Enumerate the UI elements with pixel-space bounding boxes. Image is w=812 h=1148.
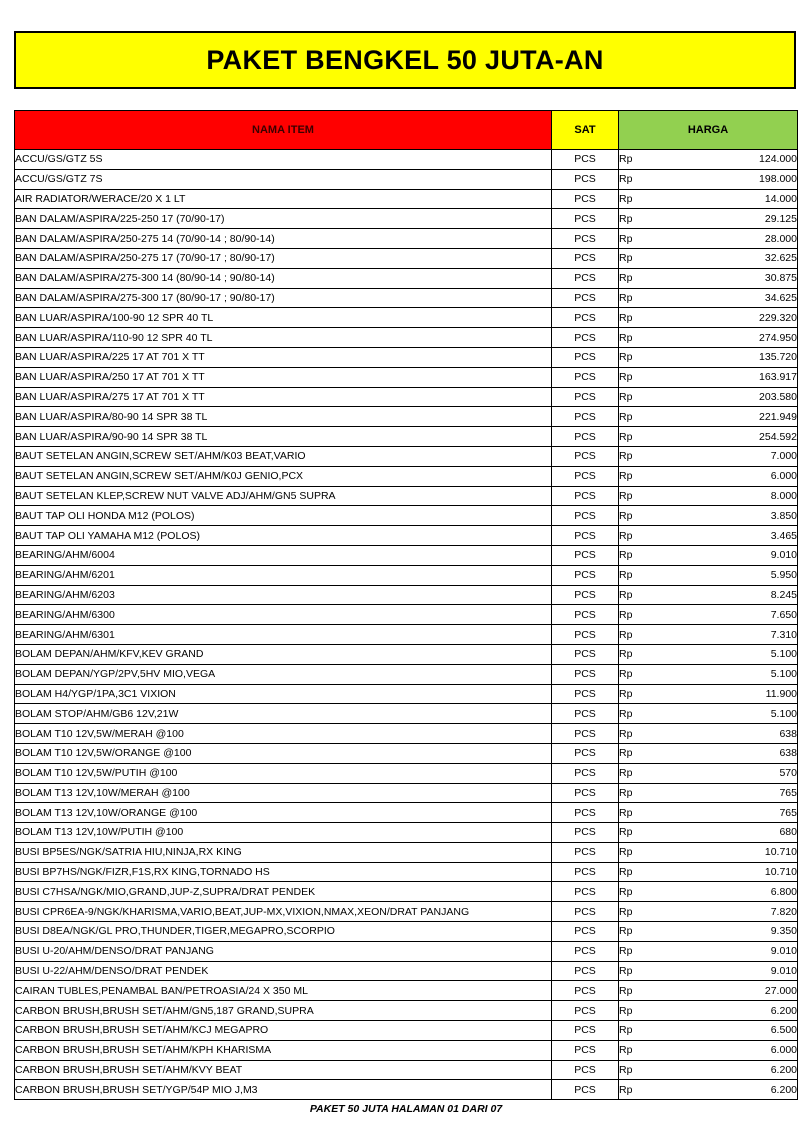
currency-label: Rp: [619, 885, 633, 898]
item-price: [619, 882, 798, 902]
price-value: 6.000: [770, 470, 797, 483]
table-row: [15, 922, 798, 942]
item-unit: PCS: [552, 189, 619, 209]
item-name: BOLAM T10 12V,5W/MERAH @100: [15, 724, 552, 744]
item-name: CARBON BRUSH,BRUSH SET/AHM/KPH KHARISMA: [15, 1040, 552, 1060]
item-price: [619, 1080, 798, 1100]
item-price: [619, 347, 798, 367]
currency-label: Rp: [619, 311, 633, 324]
price-value: 198.000: [759, 173, 797, 186]
item-unit: PCS: [552, 1060, 619, 1080]
table-row: [15, 605, 798, 625]
item-name: CARBON BRUSH,BRUSH SET/AHM/KVY BEAT: [15, 1060, 552, 1080]
table-row: [15, 585, 798, 605]
table-row: [15, 743, 798, 763]
item-price: [619, 625, 798, 645]
price-value: 32.625: [764, 252, 797, 265]
table-row: [15, 1060, 798, 1080]
item-name: BUSI D8EA/NGK/GL PRO,THUNDER,TIGER,MEGAPRO,SCORPIO: [15, 922, 552, 942]
currency-label: Rp: [619, 252, 633, 265]
item-unit: PCS: [552, 268, 619, 288]
item-price: [619, 545, 798, 565]
item-unit: PCS: [552, 981, 619, 1001]
table-row: [15, 763, 798, 783]
item-name: BOLAM STOP/AHM/GB6 12V,21W: [15, 704, 552, 724]
item-name: BEARING/AHM/6203: [15, 585, 552, 605]
price-value: 10.710: [764, 866, 797, 879]
currency-label: Rp: [619, 588, 633, 601]
item-price: [619, 684, 798, 704]
item-name: BUSI BP5ES/NGK/SATRIA HIU,NINJA,RX KING: [15, 842, 552, 862]
currency-label: Rp: [619, 1064, 633, 1077]
price-value: 7.310: [770, 628, 797, 641]
item-price: [619, 189, 798, 209]
currency-label: Rp: [619, 786, 633, 799]
price-value: 3.465: [770, 529, 797, 542]
item-price: [619, 407, 798, 427]
item-price: [619, 961, 798, 981]
price-value: 9.010: [770, 945, 797, 958]
item-unit: PCS: [552, 209, 619, 229]
item-name: BAN LUAR/ASPIRA/80-90 14 SPR 38 TL: [15, 407, 552, 427]
table-row: [15, 387, 798, 407]
item-price: [619, 922, 798, 942]
table-row: [15, 644, 798, 664]
item-price: [619, 724, 798, 744]
item-name: BOLAM T10 12V,5W/PUTIH @100: [15, 763, 552, 783]
table-row: [15, 625, 798, 645]
table-row: [15, 288, 798, 308]
item-name: ACCU/GS/GTZ 7S: [15, 169, 552, 189]
table-row: [15, 328, 798, 348]
currency-label: Rp: [619, 430, 633, 443]
column-header-price: HARGA: [619, 111, 798, 150]
table-row: [15, 565, 798, 585]
item-unit: PCS: [552, 1040, 619, 1060]
item-price: [619, 328, 798, 348]
table-row: [15, 803, 798, 823]
item-name: BOLAM H4/YGP/1PA,3C1 VIXION: [15, 684, 552, 704]
currency-label: Rp: [619, 707, 633, 720]
item-price: [619, 823, 798, 843]
item-name: BAUT TAP OLI YAMAHA M12 (POLOS): [15, 526, 552, 546]
item-price: [619, 585, 798, 605]
currency-label: Rp: [619, 192, 633, 205]
currency-label: Rp: [619, 905, 633, 918]
price-value: 229.320: [759, 311, 797, 324]
item-price: [619, 664, 798, 684]
currency-label: Rp: [619, 1004, 633, 1017]
item-price: [619, 862, 798, 882]
table-row: [15, 446, 798, 466]
price-value: 6.200: [770, 1004, 797, 1017]
item-name: BAUT TAP OLI HONDA M12 (POLOS): [15, 506, 552, 526]
table-row: [15, 466, 798, 486]
table-row: [15, 823, 798, 843]
table-row: [15, 1040, 798, 1060]
price-value: 8.245: [770, 588, 797, 601]
item-name: CARBON BRUSH,BRUSH SET/AHM/KCJ MEGAPRO: [15, 1021, 552, 1041]
currency-label: Rp: [619, 489, 633, 502]
item-unit: PCS: [552, 407, 619, 427]
item-unit: PCS: [552, 684, 619, 704]
price-value: 28.000: [764, 232, 797, 245]
item-price: [619, 743, 798, 763]
item-price: [619, 288, 798, 308]
price-value: 135.720: [759, 351, 797, 364]
item-unit: PCS: [552, 664, 619, 684]
item-price: [619, 150, 798, 170]
currency-label: Rp: [619, 965, 633, 978]
column-header-unit: SAT: [552, 111, 619, 150]
price-value: 6.800: [770, 885, 797, 898]
table-row: [15, 981, 798, 1001]
item-unit: PCS: [552, 862, 619, 882]
price-value: 6.200: [770, 1083, 797, 1096]
page-footer: PAKET 50 JUTA HALAMAN 01 DARI 07: [309, 1103, 503, 1115]
price-value: 765: [779, 806, 797, 819]
table-row: [15, 229, 798, 249]
price-value: 638: [779, 727, 797, 740]
table-row: [15, 1080, 798, 1100]
table-row: [15, 842, 798, 862]
item-unit: PCS: [552, 902, 619, 922]
currency-label: Rp: [619, 747, 633, 760]
item-name: BOLAM T13 12V,10W/ORANGE @100: [15, 803, 552, 823]
currency-label: Rp: [619, 925, 633, 938]
item-name: CAIRAN TUBLES,PENAMBAL BAN/PETROASIA/24 X 350 ML: [15, 981, 552, 1001]
item-name: BAUT SETELAN ANGIN,SCREW SET/AHM/K0J GENIO,PCX: [15, 466, 552, 486]
item-unit: PCS: [552, 367, 619, 387]
currency-label: Rp: [619, 1024, 633, 1037]
item-price: [619, 803, 798, 823]
item-unit: PCS: [552, 625, 619, 645]
table-row: [15, 882, 798, 902]
item-price: [619, 169, 798, 189]
item-name: BAN LUAR/ASPIRA/275 17 AT 701 X TT: [15, 387, 552, 407]
item-name: BOLAM T13 12V,10W/MERAH @100: [15, 783, 552, 803]
item-unit: PCS: [552, 803, 619, 823]
table-row: [15, 902, 798, 922]
item-unit: PCS: [552, 585, 619, 605]
item-price: [619, 981, 798, 1001]
item-unit: PCS: [552, 229, 619, 249]
item-price: [619, 506, 798, 526]
item-unit: PCS: [552, 565, 619, 585]
item-unit: PCS: [552, 308, 619, 328]
item-name: BAN DALAM/ASPIRA/250-275 14 (70/90-14 ; 80/90-14): [15, 229, 552, 249]
table-row: [15, 664, 798, 684]
item-price: [619, 902, 798, 922]
currency-label: Rp: [619, 470, 633, 483]
currency-label: Rp: [619, 371, 633, 384]
table-row: [15, 684, 798, 704]
currency-label: Rp: [619, 410, 633, 423]
currency-label: Rp: [619, 212, 633, 225]
item-name: BOLAM DEPAN/AHM/KFV,KEV GRAND: [15, 644, 552, 664]
currency-label: Rp: [619, 1044, 633, 1057]
item-unit: PCS: [552, 248, 619, 268]
price-value: 254.592: [759, 430, 797, 443]
currency-label: Rp: [619, 272, 633, 285]
item-name: BUSI BP7HS/NGK/FIZR,F1S,RX KING,TORNADO HS: [15, 862, 552, 882]
table-row: [15, 169, 798, 189]
currency-label: Rp: [619, 509, 633, 522]
item-unit: PCS: [552, 506, 619, 526]
currency-label: Rp: [619, 648, 633, 661]
item-price: [619, 248, 798, 268]
price-value: 11.900: [765, 687, 797, 700]
price-value: 163.917: [759, 371, 797, 384]
item-price: [619, 268, 798, 288]
price-value: 9.350: [770, 925, 797, 938]
item-name: AIR RADIATOR/WERACE/20 X 1 LT: [15, 189, 552, 209]
table-row: [15, 704, 798, 724]
item-name: ACCU/GS/GTZ 5S: [15, 150, 552, 170]
currency-label: Rp: [619, 866, 633, 879]
item-unit: PCS: [552, 783, 619, 803]
price-value: 221.949: [759, 410, 797, 423]
table-row: [15, 209, 798, 229]
price-value: 3.850: [770, 509, 797, 522]
item-name: BAN LUAR/ASPIRA/110-90 12 SPR 40 TL: [15, 328, 552, 348]
price-value: 765: [779, 786, 797, 799]
table-row: [15, 1021, 798, 1041]
price-value: 6.000: [770, 1044, 797, 1057]
item-name: BEARING/AHM/6301: [15, 625, 552, 645]
item-price: [619, 941, 798, 961]
currency-label: Rp: [619, 549, 633, 562]
item-unit: PCS: [552, 763, 619, 783]
item-price: [619, 1001, 798, 1021]
table-row: [15, 526, 798, 546]
item-name: BUSI CPR6EA-9/NGK/KHARISMA,VARIO,BEAT,JUP-MX,VIXION,NMAX,XEON/DRAT PANJANG: [15, 902, 552, 922]
item-name: BEARING/AHM/6004: [15, 545, 552, 565]
table-row: [15, 248, 798, 268]
item-unit: PCS: [552, 288, 619, 308]
item-unit: PCS: [552, 545, 619, 565]
currency-label: Rp: [619, 173, 633, 186]
item-price: [619, 466, 798, 486]
item-name: BUSI U-20/AHM/DENSO/DRAT PANJANG: [15, 941, 552, 961]
price-value: 34.625: [764, 291, 797, 304]
currency-label: Rp: [619, 727, 633, 740]
table-row: [15, 862, 798, 882]
item-unit: PCS: [552, 724, 619, 744]
currency-label: Rp: [619, 668, 633, 681]
table-row: [15, 189, 798, 209]
item-price: [619, 605, 798, 625]
price-value: 9.010: [770, 965, 797, 978]
item-price: [619, 209, 798, 229]
price-value: 124.000: [759, 153, 797, 166]
item-price: [619, 427, 798, 447]
item-name: BAN DALAM/ASPIRA/275-300 14 (80/90-14 ; 90/80-14): [15, 268, 552, 288]
item-name: BAN LUAR/ASPIRA/100-90 12 SPR 40 TL: [15, 308, 552, 328]
page-title: PAKET BENGKEL 50 JUTA-AN: [206, 44, 604, 75]
price-value: 6.500: [770, 1024, 797, 1037]
price-value: 5.950: [770, 569, 797, 582]
currency-label: Rp: [619, 232, 633, 245]
item-name: BAUT SETELAN KLEP,SCREW NUT VALVE ADJ/AHM/GN5 SUPRA: [15, 486, 552, 506]
title-banner: [14, 31, 796, 89]
price-value: 274.950: [759, 331, 797, 344]
table-row: [15, 1001, 798, 1021]
table-row: [15, 724, 798, 744]
item-name: CARBON BRUSH,BRUSH SET/YGP/54P MIO J,M3: [15, 1080, 552, 1100]
item-price: [619, 1040, 798, 1060]
item-unit: PCS: [552, 328, 619, 348]
item-unit: PCS: [552, 446, 619, 466]
item-unit: PCS: [552, 387, 619, 407]
table-row: [15, 427, 798, 447]
item-unit: PCS: [552, 704, 619, 724]
item-price: [619, 783, 798, 803]
item-price: [619, 763, 798, 783]
table-row: [15, 506, 798, 526]
price-value: 5.100: [770, 648, 797, 661]
item-name: BUSI U-22/AHM/DENSO/DRAT PENDEK: [15, 961, 552, 981]
table-row: [15, 941, 798, 961]
currency-label: Rp: [619, 608, 633, 621]
item-price: [619, 486, 798, 506]
item-price: [619, 565, 798, 585]
item-name: BAUT SETELAN ANGIN,SCREW SET/AHM/K03 BEAT,VARIO: [15, 446, 552, 466]
price-value: 203.580: [759, 390, 797, 403]
price-value: 9.010: [770, 549, 797, 562]
price-value: 14.000: [764, 192, 797, 205]
currency-label: Rp: [619, 945, 633, 958]
currency-label: Rp: [619, 390, 633, 403]
table-row: [15, 347, 798, 367]
currency-label: Rp: [619, 687, 633, 700]
item-unit: PCS: [552, 644, 619, 664]
item-name: BUSI C7HSA/NGK/MIO,GRAND,JUP-Z,SUPRA/DRAT PENDEK: [15, 882, 552, 902]
currency-label: Rp: [619, 291, 633, 304]
table-body: [15, 150, 798, 1100]
column-header-name: NAMA ITEM: [15, 111, 552, 150]
currency-label: Rp: [619, 826, 633, 839]
price-value: 638: [779, 747, 797, 760]
price-value: 27.000: [764, 984, 797, 997]
price-table: [14, 110, 798, 1100]
item-price: [619, 367, 798, 387]
item-unit: PCS: [552, 1080, 619, 1100]
item-unit: PCS: [552, 743, 619, 763]
table-row: [15, 486, 798, 506]
table-row: [15, 367, 798, 387]
currency-label: Rp: [619, 529, 633, 542]
item-unit: PCS: [552, 1021, 619, 1041]
price-value: 7.000: [770, 450, 797, 463]
table-row: [15, 407, 798, 427]
item-unit: PCS: [552, 169, 619, 189]
item-name: CARBON BRUSH,BRUSH SET/AHM/GN5,187 GRAND,SUPRA: [15, 1001, 552, 1021]
item-price: [619, 704, 798, 724]
table-row: [15, 268, 798, 288]
price-value: 680: [779, 826, 797, 839]
price-value: 6.200: [770, 1064, 797, 1077]
item-price: [619, 842, 798, 862]
price-value: 29.125: [764, 212, 797, 225]
currency-label: Rp: [619, 331, 633, 344]
item-unit: PCS: [552, 961, 619, 981]
price-value: 5.100: [770, 707, 797, 720]
item-unit: PCS: [552, 526, 619, 546]
table-row: [15, 783, 798, 803]
item-unit: PCS: [552, 150, 619, 170]
item-name: BAN DALAM/ASPIRA/250-275 17 (70/90-17 ; 80/90-17): [15, 248, 552, 268]
price-value: 570: [779, 767, 797, 780]
item-name: BAN DALAM/ASPIRA/225-250 17 (70/90-17): [15, 209, 552, 229]
item-price: [619, 229, 798, 249]
table-header-row: [15, 111, 798, 150]
item-price: [619, 308, 798, 328]
currency-label: Rp: [619, 450, 633, 463]
item-unit: PCS: [552, 922, 619, 942]
currency-label: Rp: [619, 1083, 633, 1096]
table-row: [15, 545, 798, 565]
item-unit: PCS: [552, 466, 619, 486]
price-value: 8.000: [770, 489, 797, 502]
item-unit: PCS: [552, 1001, 619, 1021]
currency-label: Rp: [619, 569, 633, 582]
item-unit: PCS: [552, 941, 619, 961]
item-unit: PCS: [552, 486, 619, 506]
item-name: BAN LUAR/ASPIRA/90-90 14 SPR 38 TL: [15, 427, 552, 447]
currency-label: Rp: [619, 351, 633, 364]
table-row: [15, 961, 798, 981]
price-value: 7.650: [770, 608, 797, 621]
item-name: BAN DALAM/ASPIRA/275-300 17 (80/90-17 ; 90/80-17): [15, 288, 552, 308]
currency-label: Rp: [619, 153, 633, 166]
price-value: 10.710: [764, 846, 797, 859]
item-unit: PCS: [552, 605, 619, 625]
item-unit: PCS: [552, 823, 619, 843]
currency-label: Rp: [619, 628, 633, 641]
price-value: 7.820: [770, 905, 797, 918]
table-row: [15, 308, 798, 328]
item-name: BAN LUAR/ASPIRA/225 17 AT 701 X TT: [15, 347, 552, 367]
item-name: BAN LUAR/ASPIRA/250 17 AT 701 X TT: [15, 367, 552, 387]
item-price: [619, 387, 798, 407]
item-price: [619, 644, 798, 664]
currency-label: Rp: [619, 767, 633, 780]
item-name: BEARING/AHM/6300: [15, 605, 552, 625]
item-unit: PCS: [552, 347, 619, 367]
item-price: [619, 446, 798, 466]
item-unit: PCS: [552, 427, 619, 447]
item-price: [619, 1060, 798, 1080]
item-name: BOLAM DEPAN/YGP/2PV,5HV MIO,VEGA: [15, 664, 552, 684]
item-price: [619, 526, 798, 546]
table-row: [15, 150, 798, 170]
item-price: [619, 1021, 798, 1041]
item-name: BOLAM T13 12V,10W/PUTIH @100: [15, 823, 552, 843]
price-value: 5.100: [770, 668, 797, 681]
price-value: 30.875: [764, 272, 797, 285]
item-unit: PCS: [552, 842, 619, 862]
item-name: BEARING/AHM/6201: [15, 565, 552, 585]
item-name: BOLAM T10 12V,5W/ORANGE @100: [15, 743, 552, 763]
currency-label: Rp: [619, 846, 633, 859]
item-unit: PCS: [552, 882, 619, 902]
currency-label: Rp: [619, 984, 633, 997]
currency-label: Rp: [619, 806, 633, 819]
